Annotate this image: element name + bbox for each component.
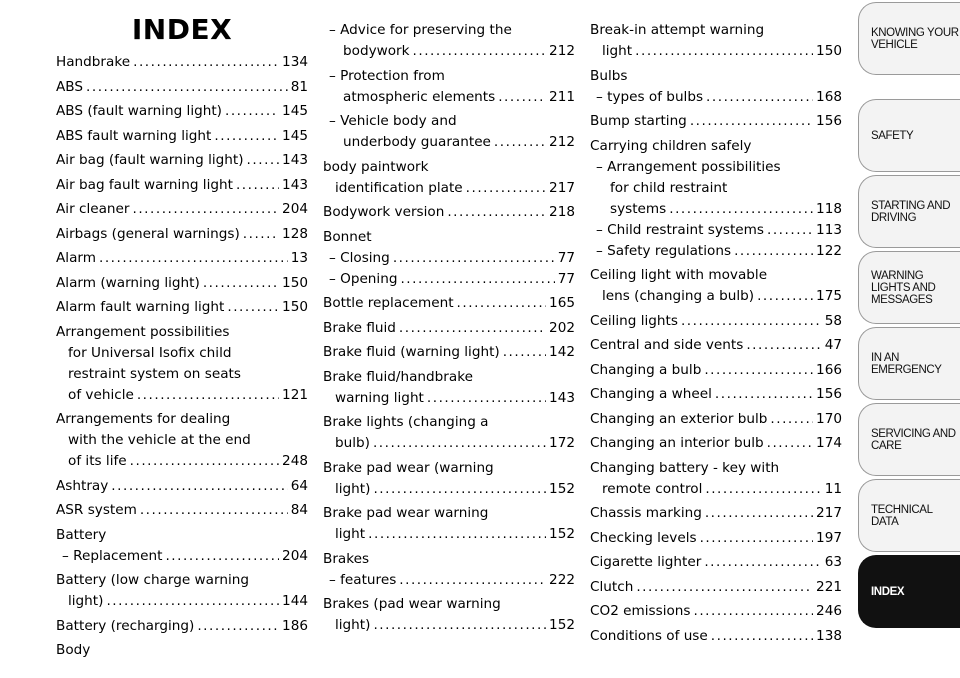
entry-text: for Universal Isofix child	[68, 344, 232, 361]
index-entry	[56, 101, 308, 122]
entry-text: – Protection from	[329, 67, 445, 84]
entry-text: Bump starting	[590, 113, 687, 129]
index-entry	[56, 570, 308, 612]
entry-text: bodywork	[343, 43, 410, 59]
entry-text: – types of bulbs	[596, 88, 704, 105]
tab-label: SERVICING AND CARE	[871, 427, 956, 452]
entry-text: ASR system	[56, 502, 137, 518]
page-number: 142	[549, 344, 575, 360]
page-number: 248	[282, 453, 308, 469]
index-entry	[590, 626, 842, 647]
leader-dots	[399, 570, 546, 591]
page-number: 63	[824, 554, 842, 570]
page-number: 145	[282, 127, 308, 144]
leader-dots	[373, 615, 546, 636]
leader-dots	[203, 273, 279, 294]
index-entry	[56, 199, 308, 220]
page-number: 150	[816, 43, 842, 59]
page-number: 156	[816, 386, 842, 402]
leader-dots	[705, 503, 813, 524]
index-entry	[323, 66, 575, 108]
entry-text: Handbrake	[56, 54, 131, 70]
index-entry	[56, 52, 308, 73]
index-entry	[323, 227, 575, 290]
entry-text: – Replacement	[62, 547, 163, 564]
index-entry	[590, 433, 842, 454]
tab-knowing-your-vehicle[interactable]	[858, 2, 960, 75]
page-number: 13	[290, 250, 308, 266]
entry-text: – Closing	[329, 249, 390, 266]
index-entry	[323, 549, 575, 591]
index-entry	[56, 150, 308, 171]
entry-text: Brake fluid	[323, 319, 396, 336]
entry-text: Alarm fault warning light	[56, 299, 225, 315]
page-number: 121	[282, 386, 308, 403]
leader-dots	[111, 476, 287, 497]
index-entry	[590, 20, 842, 62]
entry-text: atmospheric elements	[343, 88, 496, 105]
index-entry	[56, 322, 308, 406]
index-entry	[323, 202, 575, 223]
index-column-2	[323, 20, 575, 636]
index-entry	[590, 528, 842, 549]
leader-dots	[690, 111, 813, 132]
index-entry	[56, 77, 308, 98]
entry-text: bulb)	[335, 435, 370, 451]
leader-dots	[715, 384, 813, 405]
entry-text: ABS (fault warning light)	[56, 103, 222, 119]
tab-index[interactable]	[858, 555, 960, 628]
entry-text: underbody guarantee	[343, 134, 491, 150]
tab-technical-data[interactable]	[858, 479, 960, 552]
index-entry	[323, 367, 575, 409]
entry-text: Brakes	[323, 550, 370, 567]
leader-dots	[165, 546, 279, 567]
leader-dots	[457, 293, 547, 314]
entry-text: of vehicle	[68, 386, 134, 403]
index-column-1	[56, 52, 308, 661]
entry-text: Brake fluid (warning light)	[323, 344, 500, 360]
entry-text: Arrangements for dealing	[56, 411, 231, 427]
index-entry	[590, 335, 842, 356]
page-number: 152	[549, 617, 575, 633]
leader-dots	[767, 220, 813, 241]
entry-text: Body	[56, 642, 91, 658]
page-number: 211	[549, 88, 575, 105]
index-entry	[323, 293, 575, 314]
leader-dots	[247, 150, 280, 171]
entry-text: Battery (recharging)	[56, 617, 195, 634]
tab-label: WARNING LIGHTS AND MESSAGES	[871, 269, 936, 306]
index-entry	[56, 297, 308, 318]
index-entry	[323, 157, 575, 199]
leader-dots	[494, 132, 546, 153]
page-number: 217	[816, 505, 842, 521]
entry-text: light)	[335, 480, 371, 497]
section-tabs	[858, 0, 960, 678]
entry-text: Changing battery - key with	[590, 459, 780, 476]
page-number: 122	[816, 242, 842, 259]
leader-dots	[669, 199, 813, 220]
page-number: 174	[816, 435, 842, 451]
index-entry	[590, 577, 842, 598]
leader-dots	[137, 385, 279, 406]
leader-dots	[130, 451, 279, 472]
entry-text: with the vehicle at the end	[68, 432, 251, 448]
index-entry	[590, 66, 842, 108]
page-number: 217	[549, 179, 575, 196]
index-entry	[590, 384, 842, 405]
leader-dots	[106, 591, 279, 612]
leader-dots	[197, 616, 279, 637]
index-entry	[56, 175, 308, 196]
index-entry	[56, 500, 308, 521]
entry-text: Carrying children safely	[590, 137, 752, 154]
entry-text: Ashtray	[56, 477, 109, 494]
page-number: 221	[816, 578, 842, 595]
leader-dots	[227, 297, 279, 318]
page-number: 197	[816, 529, 842, 546]
index-entry	[323, 503, 575, 545]
leader-dots	[635, 41, 813, 62]
leader-dots	[757, 286, 813, 307]
entry-text: body paintwork	[323, 158, 429, 175]
page-number: 186	[282, 617, 308, 634]
page-number: 77	[557, 249, 575, 266]
page-number: 212	[549, 43, 575, 59]
entry-text: restraint system on seats	[68, 365, 241, 382]
entry-text: light	[335, 526, 366, 542]
page-number: 168	[816, 88, 842, 105]
tab-label: SAFETY	[871, 129, 914, 142]
leader-dots	[393, 248, 555, 269]
leader-dots	[368, 524, 546, 545]
leader-dots	[236, 175, 279, 196]
leader-dots	[399, 318, 546, 339]
entry-text: light)	[335, 617, 371, 633]
index-entry	[590, 136, 842, 262]
index-entry	[590, 601, 842, 622]
page-number: 204	[282, 547, 308, 564]
leader-dots	[706, 87, 813, 108]
page-number: 204	[282, 201, 308, 217]
entry-text: Air bag (fault warning light)	[56, 152, 244, 168]
page-number: 150	[282, 299, 308, 315]
index-entry	[590, 265, 842, 307]
leader-dots	[503, 342, 546, 363]
tab-label: KNOWING YOUR VEHICLE	[871, 26, 959, 51]
tab-servicing-and-care[interactable]	[858, 403, 960, 476]
page-number: 144	[282, 593, 308, 609]
leader-dots	[636, 577, 813, 598]
entry-text: – Safety regulations	[596, 242, 732, 259]
page-number: 47	[824, 337, 842, 353]
entry-text: Alarm	[56, 250, 96, 266]
leader-dots	[770, 409, 813, 430]
entry-text: Changing a bulb	[590, 361, 702, 378]
entry-text: Brake lights (changing a	[323, 414, 489, 430]
entry-text: light)	[68, 593, 104, 609]
entry-text: Battery (low charge warning	[56, 572, 249, 588]
entry-text: – Opening	[329, 270, 398, 287]
index-entry	[56, 409, 308, 472]
page-number: 143	[549, 389, 575, 406]
page-number: 170	[816, 410, 842, 427]
entry-text: – features	[329, 571, 397, 588]
entry-text: – Arrangement possibilities	[596, 158, 781, 175]
index-entry	[590, 503, 842, 524]
leader-dots	[694, 601, 814, 622]
page-number: 152	[549, 526, 575, 542]
entry-text: remote control	[602, 480, 703, 497]
index-entry	[590, 311, 842, 332]
leader-dots	[133, 52, 279, 73]
entry-text: Ceiling light with movable	[590, 267, 768, 283]
page-number: 143	[282, 176, 308, 193]
page-number: 11	[824, 480, 842, 497]
entry-text: Airbags (general warnings)	[56, 225, 240, 242]
leader-dots	[704, 552, 821, 573]
page-number: 166	[816, 361, 842, 378]
entry-text: Alarm (warning light)	[56, 274, 200, 291]
entry-text: Brake pad wear (warning	[323, 459, 494, 476]
tab-label: TECHNICAL DATA	[871, 503, 933, 528]
entry-text: systems	[610, 200, 667, 217]
page-number: 134	[282, 54, 308, 70]
index-entry	[56, 616, 308, 637]
leader-dots	[413, 41, 547, 62]
index-entry	[323, 318, 575, 339]
leader-dots	[705, 479, 821, 500]
page-number: 113	[816, 221, 842, 238]
tab-label: STARTING AND DRIVING	[871, 199, 951, 224]
leader-dots	[767, 433, 813, 454]
index-entry	[590, 111, 842, 132]
index-entry	[323, 594, 575, 636]
index-entry	[56, 476, 308, 497]
leader-dots	[243, 224, 279, 245]
entry-text: Cigarette lighter	[590, 554, 702, 570]
leader-dots	[681, 311, 822, 332]
index-entry	[590, 552, 842, 573]
leader-dots	[427, 388, 546, 409]
entry-text: Checking levels	[590, 529, 697, 546]
entry-text: lens (changing a bulb)	[602, 288, 755, 304]
page-number: 175	[816, 288, 842, 304]
entry-text: Bottle replacement	[323, 295, 454, 311]
index-entry	[56, 273, 308, 294]
entry-text: Chassis marking	[590, 505, 702, 521]
entry-text: – Child restraint systems	[596, 221, 764, 238]
entry-text: Bulbs	[590, 67, 628, 84]
leader-dots	[498, 87, 546, 108]
entry-text: Air cleaner	[56, 201, 130, 217]
index-entry	[323, 342, 575, 363]
index-entry	[323, 20, 575, 62]
leader-dots	[746, 335, 821, 356]
entry-text: Central and side vents	[590, 337, 744, 353]
leader-dots	[700, 528, 813, 549]
index-column-3	[590, 20, 842, 647]
page-number: 118	[816, 200, 842, 217]
page-number: 165	[549, 295, 575, 311]
entry-text: Clutch	[590, 578, 634, 595]
leader-dots	[99, 248, 288, 269]
page-number: 84	[290, 502, 308, 518]
tab-label: IN AN EMERGENCY	[871, 351, 942, 376]
entry-text: Changing an interior bulb	[590, 435, 764, 451]
entry-text: Air bag fault warning light	[56, 176, 233, 193]
page-number: 145	[282, 103, 308, 119]
leader-dots	[140, 500, 288, 521]
leader-dots	[734, 241, 813, 262]
page-number: 222	[549, 571, 575, 588]
leader-dots	[373, 433, 546, 454]
tab-label: INDEX	[871, 585, 905, 598]
index-entry	[323, 412, 575, 454]
tab-starting-and-driving[interactable]	[858, 175, 960, 248]
index-entry	[56, 525, 308, 567]
leader-dots	[133, 199, 280, 220]
leader-dots	[86, 77, 288, 98]
entry-text: of its life	[68, 453, 127, 469]
page-number: 202	[549, 319, 575, 336]
leader-dots	[711, 626, 813, 647]
leader-dots	[214, 126, 279, 147]
page-number: 128	[282, 225, 308, 242]
tab-safety[interactable]	[858, 99, 960, 172]
page-number: 246	[816, 603, 842, 619]
page-number: 218	[549, 204, 575, 220]
entry-text: identification plate	[335, 179, 463, 196]
entry-text: ABS fault warning light	[56, 127, 212, 144]
index-entry	[590, 458, 842, 500]
leader-dots	[225, 101, 279, 122]
entry-text: Bonnet	[323, 228, 372, 245]
page-number: 150	[282, 274, 308, 291]
index-entry	[56, 248, 308, 269]
page-number: 172	[549, 435, 575, 451]
tab-in-an-emergency[interactable]	[858, 327, 960, 400]
entry-text: Battery	[56, 526, 107, 543]
entry-text: Arrangement possibilities	[56, 323, 230, 340]
leader-dots	[373, 479, 546, 500]
entry-text: ABS	[56, 78, 84, 95]
index-entry	[56, 126, 308, 147]
entry-text: light	[602, 43, 633, 59]
index-entry	[590, 360, 842, 381]
page-number: 152	[549, 480, 575, 497]
index-entry	[323, 111, 575, 153]
page-number: 77	[557, 270, 575, 287]
entry-text: – Advice for preserving the	[329, 22, 512, 38]
entry-text: Conditions of use	[590, 627, 708, 644]
entry-text: Changing a wheel	[590, 386, 712, 402]
leader-dots	[400, 269, 554, 290]
leader-dots	[466, 178, 546, 199]
leader-dots	[447, 202, 546, 223]
entry-text: Bodywork version	[323, 204, 445, 220]
page-number: 58	[824, 312, 842, 329]
entry-text: – Vehicle body and	[329, 113, 457, 129]
index-entry	[323, 458, 575, 500]
entry-text: Changing an exterior bulb	[590, 410, 768, 427]
entry-text: for child restraint	[610, 179, 728, 196]
page-number: 138	[816, 627, 842, 644]
entry-text: Ceiling lights	[590, 312, 678, 329]
leader-dots	[704, 360, 813, 381]
index-entry	[56, 224, 308, 245]
page-number: 64	[290, 477, 308, 494]
tab-warning-lights-and-messages[interactable]	[858, 251, 960, 324]
entry-text: Break-in attempt warning	[590, 22, 765, 38]
page-number: 156	[816, 113, 842, 129]
entry-text: CO2 emissions	[590, 603, 691, 619]
entry-text: Brakes (pad wear warning	[323, 596, 501, 612]
entry-text: warning light	[335, 389, 424, 406]
page-number: 81	[290, 78, 308, 95]
index-entry	[56, 640, 308, 661]
entry-text: Brake fluid/handbrake	[323, 368, 473, 385]
entry-text: Brake pad wear warning	[323, 505, 489, 521]
page-number: 143	[282, 152, 308, 168]
page-number: 212	[549, 134, 575, 150]
index-entry	[590, 409, 842, 430]
page-title: INDEX	[131, 13, 233, 46]
